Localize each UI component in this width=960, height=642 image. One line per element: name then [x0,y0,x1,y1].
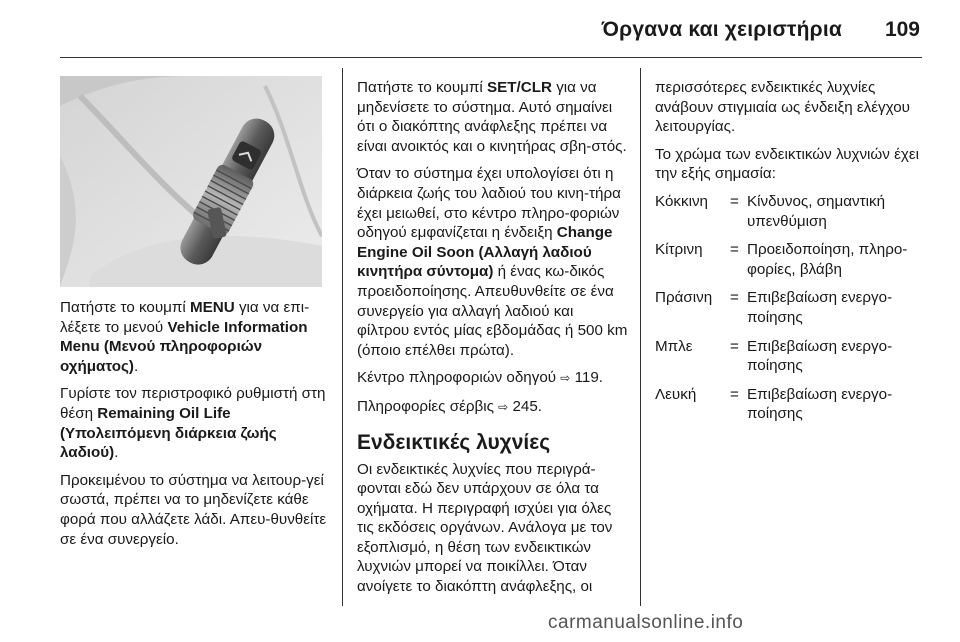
text: ή ένας κω-δικός προειδοποίησης. Απευθυνθείτε σε ένα συνεργείο για αλλαγή λαδιού και φίλτρου εντός μίας εβδομάδας ή 500 km (όποιο επέλθει πρώτα). [357,263,628,359]
text: . [133,357,139,375]
paragraph: Το χρώμα των ενδεικτικών λυχνιών έχει την εξής σημασία: [655,145,919,183]
paragraph [357,78,629,156]
table-row [655,385,927,433]
equals-sign: = [730,289,739,307]
color-meaning: Προειδοποίηση, πληρο-φορίες, βλάβη [747,241,908,278]
paragraph: Προκειμένου το σύστημα να λειτουρ-γεί σωστά, πρέπει να το μηδενίζετε κάθε φορά που αλλάζετε λάδι. Απευ-θυνθείτε σε ένα συνεργείο. [60,471,327,548]
page-title: Όργανα και χειριστήρια [601,18,842,41]
setting-name: Remaining Oil Life (Υπολειπόμενη διάρκεια ζωής λαδιού) [60,404,277,462]
color-meaning: Επιβεβαίωση ενεργο-ποίησης [747,289,893,326]
header-divider [60,57,922,58]
right-column [655,78,927,433]
left-column [60,298,330,557]
equals-sign: = [730,241,739,259]
paragraph: Οι ενδεικτικές λυχνίες που περιγρά-φονται εδώ δεν υπάρχουν σε όλα τα οχήματα. Η περιγραφή ισχύει για όλες τις εκδόσεις οργάνων. Ανάλογα με τον εξοπλισμό, η θέση των ενδεικτικών λυχνιών μπορεί να ποικίλλει. Όταν ανοίγετε το διακόπτη ανάφλεξης, οι [357,460,613,596]
color-name: Κίτρινη [655,241,703,259]
paragraph [357,164,629,360]
table-row [655,192,927,240]
text: για να επι-λέξετε το μενού [60,299,310,336]
text: Πληροφορίες σέρβις [357,397,499,415]
paragraph: περισσότερες ενδεικτικές λυχνίες ανάβουν στιγμιαία ως ένδειξη ελέγχου λειτουργίας. [655,79,910,136]
text: Πατήστε το κουμπί [357,79,487,96]
color-meaning: Επιβεβαίωση ενεργο-ποίησης [747,337,893,375]
color-name: Κόκκινη [655,192,708,210]
page-reference: 119. [570,369,604,387]
button-label: SET/CLR [487,79,552,96]
page-reference: 245. [508,397,542,415]
middle-column [357,78,629,605]
color-name: Μπλε [655,337,693,355]
color-name: Πράσινη [655,289,713,307]
text: για να μηδενίσετε το σύστημα. Αυτό σημαίνει ότι ο διακόπτης ανάφλεξης πρέπει να είναι ανοικτός και ο κινητήρας σβη-στός. [357,79,627,155]
table-row [655,240,927,288]
column-divider-1 [342,68,343,606]
paragraph [60,298,330,376]
column-divider-2 [640,68,641,606]
menu-name: Vehicle Information Menu (Μενού πληροφοριών οχήματος) [60,318,308,375]
text: . [114,444,119,462]
equals-sign: = [730,337,739,355]
color-meaning: Επιβεβαίωση ενεργο-ποίησης [747,385,893,423]
equals-sign: = [730,385,739,403]
cross-reference [357,368,629,389]
table-row [655,288,927,336]
text: Γυρίστε τον περιστροφικό ρυθμιστή στη θέση [60,385,326,422]
text: Κέντρο πληροφοριών οδηγού [357,369,561,387]
arrow-icon: ⇨ [560,371,571,386]
menu-button-label: MENU [190,299,235,316]
watermark: carmanualsonline.info [548,612,744,633]
page-number: 109 [884,18,920,41]
color-meaning: Κίνδυνος, σημαντική υπενθύμιση [747,192,886,230]
color-meaning-table [655,192,927,433]
arrow-icon: ⇨ [498,399,509,414]
cross-reference [357,397,629,418]
equals-sign: = [730,192,739,210]
section-heading: Ενδεικτικές λυχνίες [357,430,551,454]
paragraph [60,384,330,462]
message-name: Change Engine Oil Soon (Αλλαγή λαδιού κινητήρα σύντομα) [357,224,613,281]
table-row [655,337,927,385]
text: Όταν το σύστημα έχει υπολογίσει ότι η διάρκεια ζωής του λαδιού του κινη-τήρα έχει μειωθεί, στο κέντρο πληρο-φοριών οδηγού εμφανίζεται η ένδειξη [357,165,621,242]
color-name: Λευκή [655,385,697,403]
text: Πατήστε το κουμπί [60,299,190,316]
wiper-stalk-photo [60,76,322,287]
